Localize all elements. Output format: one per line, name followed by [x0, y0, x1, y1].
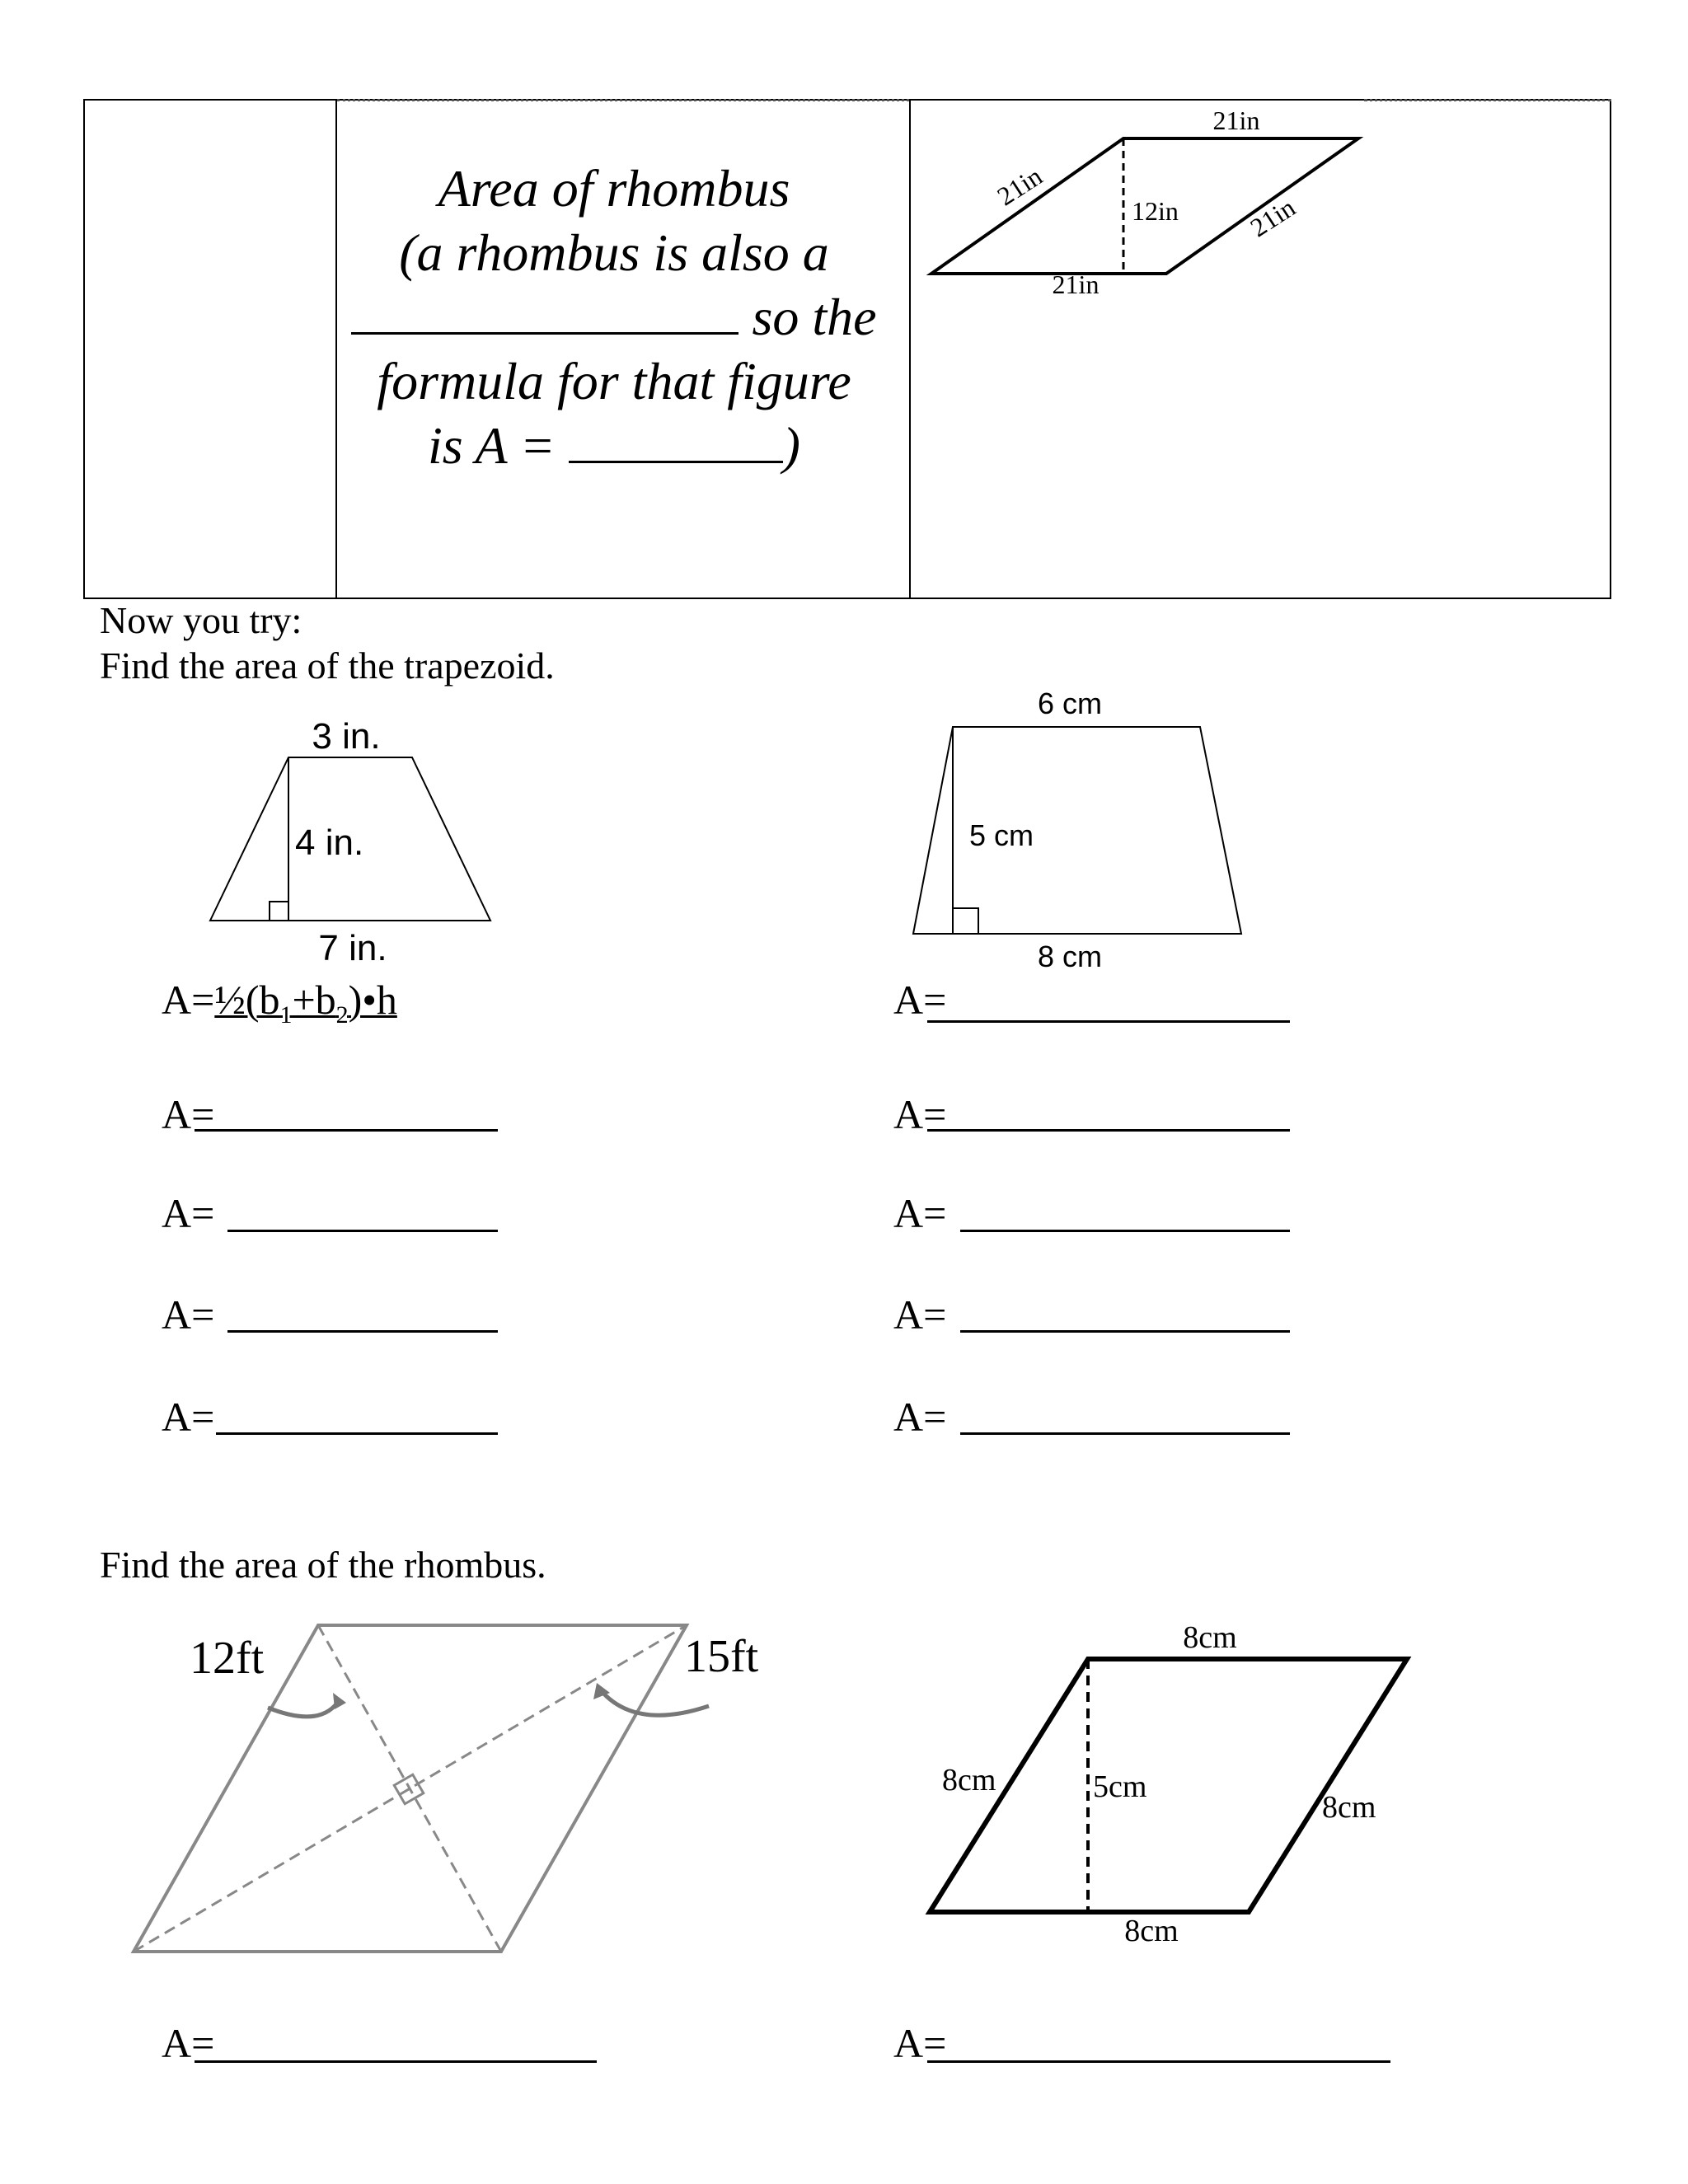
trapezoid-2-shape [913, 727, 1241, 934]
answer-label-l5: A= [162, 1394, 215, 1440]
trapezoid-1-right-angle [270, 902, 288, 921]
rhombus-1-diag1-label: 12ft [190, 1633, 265, 1684]
answer-label-r2: A= [893, 1091, 947, 1137]
formula-sub-2: 2 [335, 1001, 349, 1029]
rhombus-2-left-label: 8cm [942, 1763, 996, 1797]
prompt-line-3: so the [752, 288, 877, 346]
rhombus-2-top-label: 8cm [1183, 1620, 1237, 1655]
answer-label-r1: A= [893, 977, 947, 1023]
prompt-blank-1[interactable] [351, 332, 738, 335]
answer-line-r2[interactable] [927, 1129, 1290, 1132]
example-rhombus-figure [907, 103, 1401, 317]
table-divider-1 [335, 101, 337, 598]
prompt-close: ) [782, 416, 800, 475]
answer-line-rhombus-2[interactable] [927, 2060, 1390, 2063]
prompt-line-2: (a rhombus is also a [399, 223, 829, 282]
rhombus-area-prompt [346, 157, 882, 478]
answer-line-l3[interactable] [227, 1230, 498, 1232]
example-rhombus-height-label: 12in [1132, 196, 1179, 226]
formula-label: A= [162, 977, 215, 1023]
trapezoid-1-figure [190, 709, 519, 972]
rhombus-2-bottom-label: 8cm [1124, 1914, 1179, 1948]
trapezoid-instructions: Find the area of the trapezoid. [100, 644, 555, 687]
section1-heading [100, 598, 555, 688]
answer-line-r4[interactable] [960, 1330, 1290, 1333]
answer-label-r5: A= [893, 1394, 947, 1440]
answer-line-l5[interactable] [216, 1432, 498, 1435]
trapezoid-1-height-label: 4 in. [295, 823, 364, 863]
rhombus-2-figure [915, 1607, 1426, 1953]
rhombus-instructions: Find the area of the rhombus. [100, 1544, 546, 1586]
formula-part-3: )•h [348, 977, 397, 1023]
trapezoid-2-bottom-label: 8 cm [1037, 940, 1103, 973]
formula-part-1: ½(b [214, 977, 280, 1023]
rhombus-2-right-label: 8cm [1322, 1790, 1376, 1825]
trapezoid-2-right-angle [953, 908, 978, 934]
answer-label-l4: A= [162, 1291, 215, 1338]
formula-part-2: +b [292, 977, 336, 1023]
answer-label-rhombus-2: A= [893, 2020, 947, 2066]
rhombus-1-arrow-right [600, 1690, 709, 1715]
answer-label-l2: A= [162, 1091, 215, 1137]
answer-line-l2[interactable] [195, 1129, 498, 1132]
answer-line-r1[interactable] [927, 1020, 1290, 1023]
example-rhombus-bottom-label: 21in [1052, 269, 1100, 299]
answer-label-r4: A= [893, 1291, 947, 1338]
now-you-try: Now you try: [100, 599, 302, 641]
answer-line-l4[interactable] [227, 1330, 498, 1333]
prompt-line-1: Area of rhombus [438, 159, 790, 218]
prompt-line-5: is A = [428, 416, 556, 475]
trapezoid-1-top-label: 3 in. [312, 716, 381, 757]
answer-label-l3: A= [162, 1190, 215, 1236]
rhombus-1-diagonal-short [318, 1625, 501, 1952]
example-rhombus-top-label: 21in [1212, 105, 1260, 135]
trapezoid-2-top-label: 6 cm [1037, 687, 1103, 720]
example-rhombus-right-label: 21in [1245, 192, 1301, 243]
rhombus-1-diag2-label: 15ft [684, 1631, 759, 1682]
trapezoid-1-bottom-label: 7 in. [318, 928, 387, 968]
answer-label-r3: A= [893, 1190, 947, 1236]
rhombus-1-arrowhead-left [333, 1693, 346, 1709]
answer-line-r5[interactable] [960, 1432, 1290, 1435]
answer-line-rhombus-1[interactable] [195, 2060, 597, 2063]
trapezoid-formula [162, 976, 397, 1029]
trapezoid-2-height-label: 5 cm [969, 818, 1034, 852]
rhombus-2-shape [930, 1659, 1407, 1912]
dotted-border-right [1364, 99, 1611, 101]
dotted-border-left [337, 99, 909, 101]
trapezoid-2-figure [898, 676, 1269, 981]
rhombus-1-arrow-left [268, 1699, 340, 1717]
answer-line-r3[interactable] [960, 1230, 1290, 1232]
formula-sub-1: 1 [279, 1001, 293, 1029]
prompt-blank-2[interactable] [569, 461, 783, 463]
rhombus-1-figure [124, 1607, 783, 1961]
prompt-line-4: formula for that figure [377, 352, 851, 410]
rhombus-2-height-label: 5cm [1093, 1769, 1147, 1804]
example-rhombus-left-label: 21in [992, 161, 1048, 212]
answer-label-rhombus-1: A= [162, 2020, 215, 2066]
